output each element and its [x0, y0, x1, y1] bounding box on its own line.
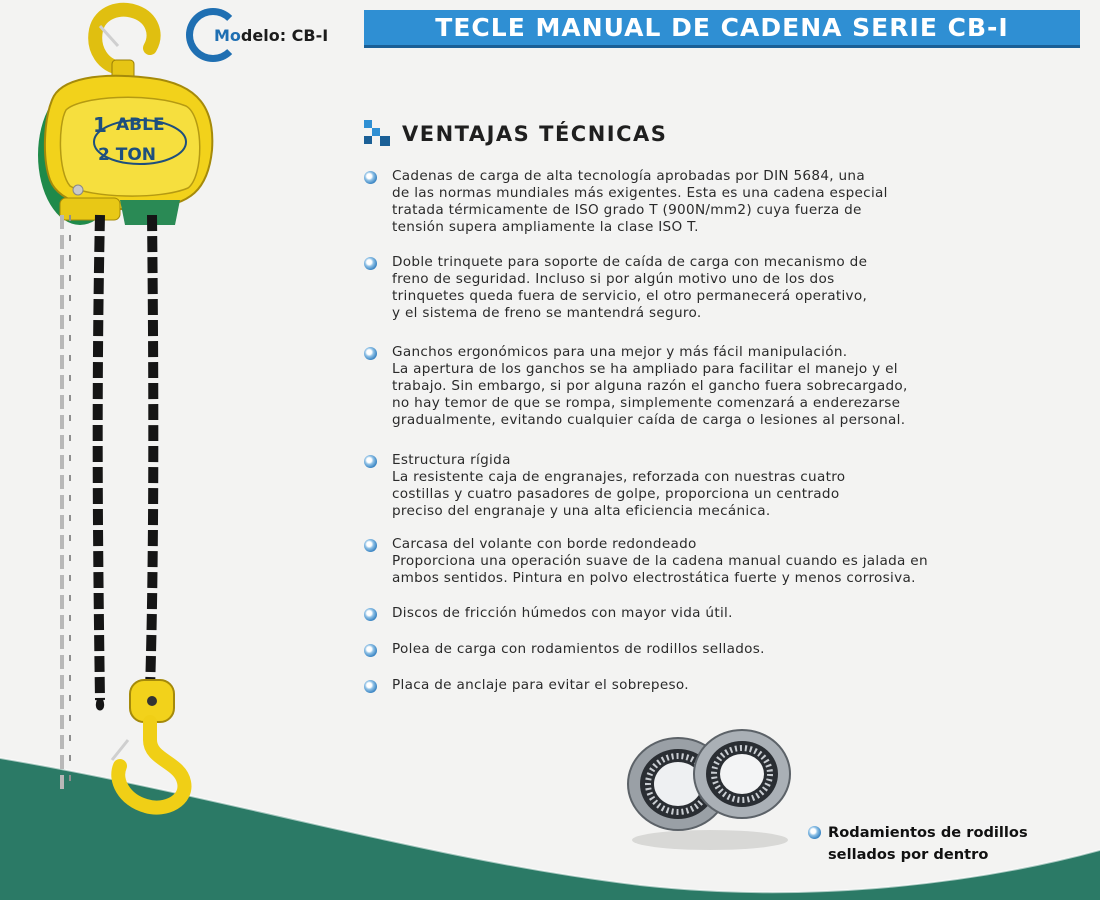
- feature-text: Polea de carga con rodamientos de rodillos sellados.: [392, 641, 765, 657]
- bullet-icon: [364, 539, 377, 552]
- bullet-icon: [364, 644, 377, 657]
- section-title: VENTAJAS TÉCNICAS: [402, 122, 668, 146]
- feature-text: Carcasa del volante con borde redondeado Proporciona una operación suave de la cadena manual cuando es jalada en ambos sentidos. Pintura en polvo electrostática fuerte y menos corrosiva.: [392, 536, 928, 586]
- feature-text: Estructura rígida La resistente caja de engranajes, reforzada con nuestras cuatro costillas y cuatro pasadores de golpe, proporciona un centrado preciso del engranaje y una alta eficiencia mecánica.: [392, 452, 846, 519]
- title-bar: [364, 10, 1080, 48]
- load-chain: [98, 215, 154, 708]
- model-rest: delo: CB-I: [240, 26, 329, 45]
- svg-text:ABLE: ABLE: [116, 115, 165, 135]
- bearing-caption-text: Rodamientos de rodillos sellados por dentro: [828, 824, 1028, 863]
- feature-text: Placa de anclaje para evitar el sobrepeso.: [392, 677, 689, 693]
- hoist-body: [38, 76, 212, 225]
- model-prefix: Mo: [214, 26, 241, 45]
- feature-text: Cadenas de carga de alta tecnología aprobadas por DIN 5684, una de las normas mundiales más exigentes. Esta es una cadena especial tratada térmicamente de ISO grado T (900N/mm2) cuya fuerza de tensión supera ampliamente la clase ISO T.: [392, 168, 888, 235]
- svg-text:2 TON: 2 TON: [98, 145, 157, 165]
- roller-bearings-image: [620, 722, 800, 852]
- hand-chain: [62, 215, 70, 790]
- bullet-icon: [364, 455, 377, 468]
- section-heading: [364, 120, 667, 148]
- bullet-icon: [364, 347, 377, 360]
- bullet-icon: [808, 826, 821, 839]
- chain-hoist-image: [0, 0, 240, 820]
- bullet-icon: [364, 171, 377, 184]
- squares-icon: [364, 120, 392, 148]
- feature-text: Ganchos ergonómicos para una mejor y más fácil manipulación. La apertura de los ganchos se ha ampliado para facilitar el manejo y el trabajo. Sin embargo, si por alguna razón el gancho fuera sobrecargado, no hay temor de que se rompa, simplemente comenzará a enderezarse gradualmente, evitando cualquier caída de carga o lesiones al personal.: [392, 344, 908, 428]
- bullet-icon: [364, 680, 377, 693]
- bullet-icon: [364, 608, 377, 621]
- feature-text: Discos de fricción húmedos con mayor vida útil.: [392, 605, 733, 621]
- bullet-icon: [364, 257, 377, 270]
- svg-text:1: 1: [93, 113, 107, 137]
- bearing-right: [694, 730, 790, 818]
- page-title: TECLE MANUAL DE CADENA SERIE CB-I: [435, 13, 1009, 42]
- feature-text: Doble trinquete para soporte de caída de carga con mecanismo de freno de seguridad. Incluso si por algún motivo uno de los dos trinquetes queda fuera de servicio, el otro permanecerá operativo, y el sistema de freno se mantendrá seguro.: [392, 254, 868, 321]
- top-hook-icon: [95, 10, 153, 86]
- bottom-hook-icon: [112, 680, 184, 808]
